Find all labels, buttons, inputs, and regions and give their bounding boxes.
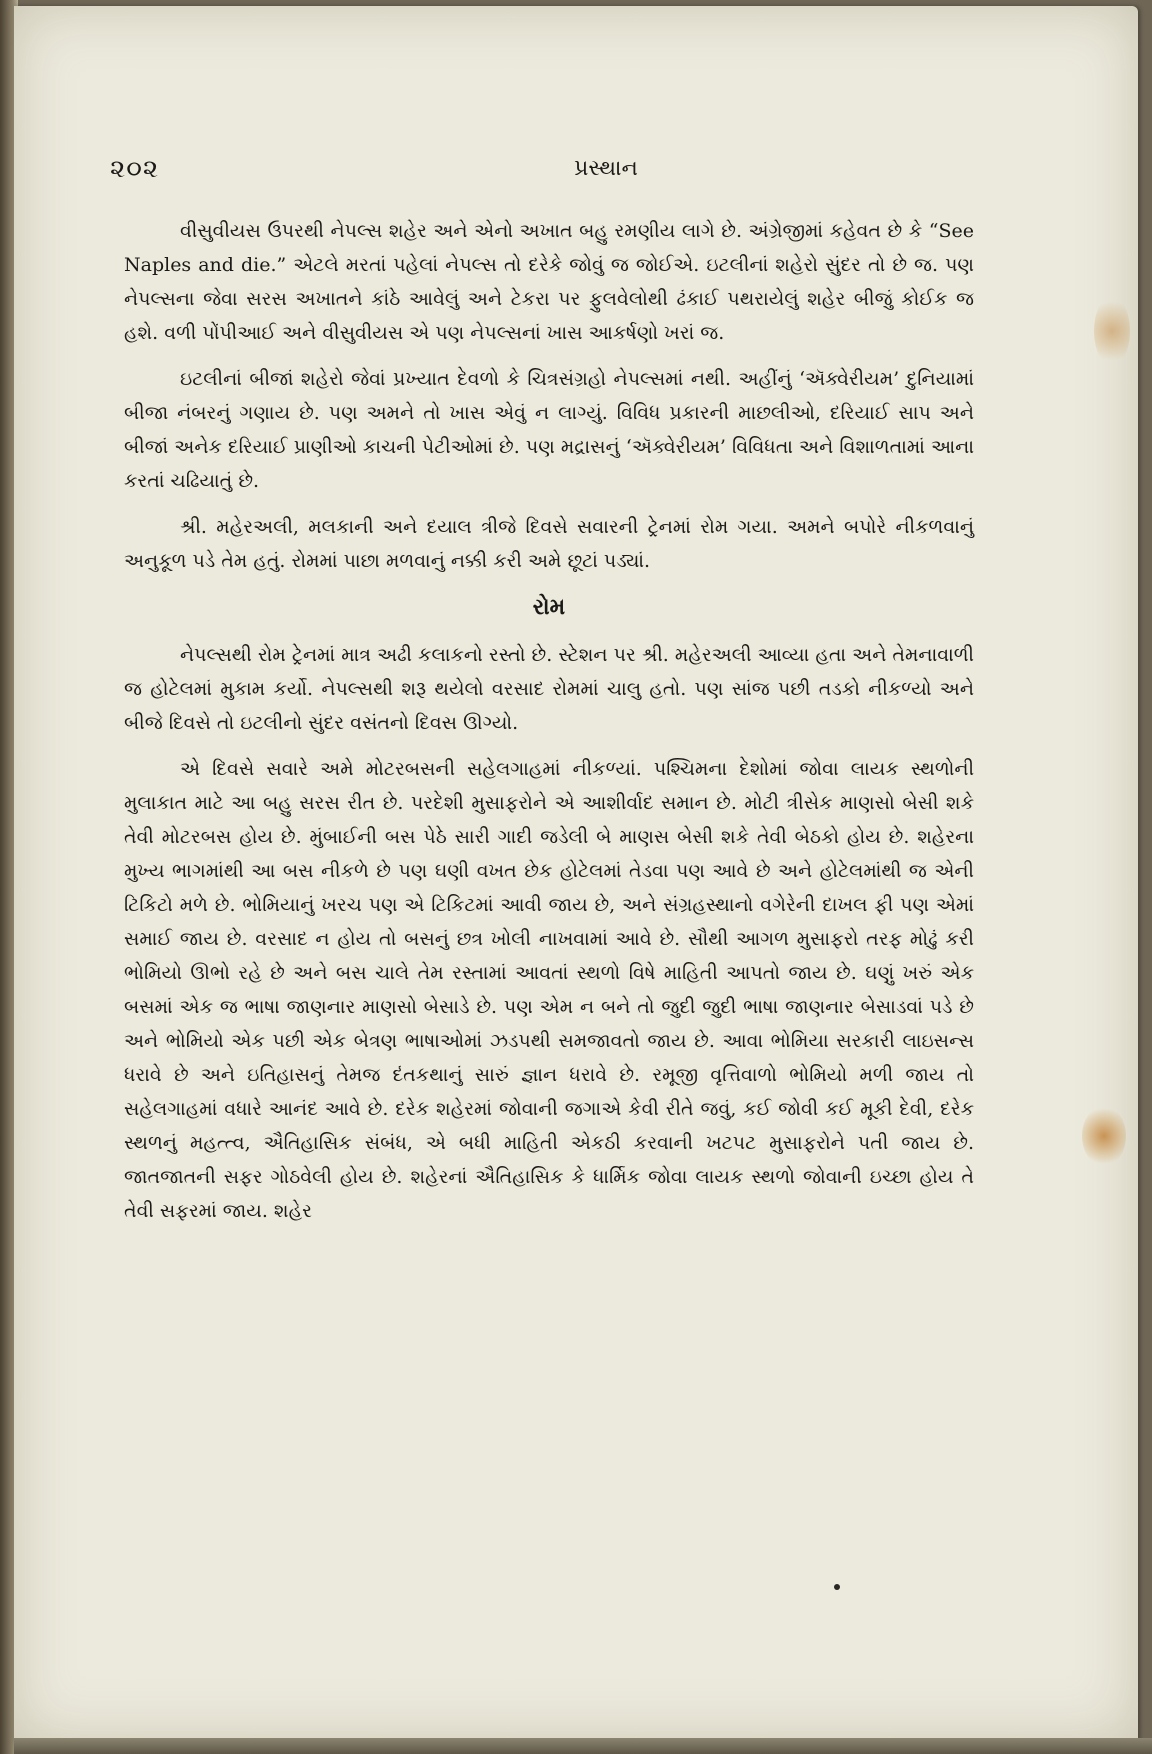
paper-stain [1082,1106,1126,1166]
ink-dot [834,1584,840,1590]
paragraph-vesuvius-naples: વીસુવીયસ ઉપરથી નેપલ્સ શહેર અને એનો અખાત બહુ રમણીય લાગે છે. અંગ્રેજીમાં કહેવત છે કે “See Naples and die.” એટલે મરતાં પહેલાં નેપલ્સ તો દરેકે જોવું જ જોઈએ. ઇટલીનાં શહેરો સુંદર તો છે જ. પણ નેપલ્સના જેવા સરસ અખાતને કાંઠે આવેલું અને ટેકરા પર ફુલવેલોથી ઢંકાઈ પથરાયેલું શહેર બીજું કોઈક જ હશે. વળી પોંપીઆઈ અને વીસુવીયસ એ પણ નેપલ્સનાં ખાસ આકર્ષણો ખરાં જ. [124,220,974,344]
section-heading-rome: રોમ [532,594,566,620]
running-head: પ્રસ્થાન [574,156,638,181]
page-body [124,214,974,1240]
paragraph-rome-arrival: નેપલ્સથી રોમ ટ્રેનમાં માત્ર અઢી કલાકનો રસ્તો છે. સ્ટેશન પર શ્રી. મહેરઅલી આવ્યા હતા અને તેમનાવાળી જ હોટેલમાં મુકામ કર્યો. નેપલ્સથી શરૂ થયેલો વરસાદ રોમમાં ચાલુ હતો. પણ સાંજ પછી તડકો નીકળ્યો અને બીજે દિવસે તો ઇટલીનો સુંદર વસંતનો દિવસ ઊગ્યો. [124,644,974,734]
book-page [14,6,1138,1742]
paragraph-aquarium: ઇટલીનાં બીજાં શહેરો જેવાં પ્રખ્યાત દેવળો કે ચિત્રસંગ્રહો નેપલ્સમાં નથી. અહીંનું ‘ઍક્વેરીયમ’ દુનિયામાં બીજા નંબરનું ગણાય છે. પણ અમને તો ખાસ એવું ન લાગ્યું. વિવિધ પ્રકારની માછલીઓ, દરિયાઈ સાપ અને બીજાં અનેક દરિયાઈ પ્રાણીઓ કાચની પેટીઓમાં છે. પણ મદ્રાસનું ‘ઍક્વેરીયમ’ વિવિધતા અને વિશાળતામાં આના કરતાં ચઢિયાતું છે. [124,368,974,492]
page-number: ૨૦૨ [110,154,160,184]
paragraph-bus-tour: એ દિવસે સવારે અમે મોટરબસની સહેલગાહમાં નીકળ્યાં. પશ્ચિમના દેશોમાં જોવા લાયક સ્થળોની મુલાકાત માટે આ બહુ સરસ રીત છે. પરદેશી મુસાફરોને એ આશીર્વાદ સમાન છે. મોટી ત્રીસેક માણસો બેસી શકે તેવી મોટરબસ હોય છે. મુંબાઈની બસ પેઠે સારી ગાદી જડેલી બે માણસ બેસી શકે તેવી બેઠકો હોય છે. શહેરના મુખ્ય ભાગમાંથી આ બસ નીકળે છે પણ ઘણી વખત છેક હોટેલમાં તેડવા પણ આવે છે અને હોટેલમાંથી જ એની ટિકિટો મળે છે. ભોમિયાનું ખરચ પણ એ ટિકિટમાં આવી જાય છે, અને સંગ્રહસ્થાનો વગેરેની દાખલ ફી પણ એમાં સમાઈ જાય છે. વરસાદ ન હોય તો બસનું છત્ર ખોલી નાખવામાં આવે છે. સૌથી આગળ મુસાફરો તરફ મોઢું કરી ભોમિયો ઊભો રહે છે અને બસ ચાલે તેમ રસ્તામાં આવતાં સ્થળો વિષે માહિતી આપતો જાય છે. ઘણું ખરું એક બસમાં એક જ ભાષા જાણનાર માણસો બેસાડે છે. પણ એમ ન બને તો જુદી જુદી ભાષા જાણનાર બેસાડવાં પડે છે અને ભોમિયો એક પછી એક બેત્રણ ભાષાઓમાં ઝડપથી સમજાવતો જાય છે. આવા ભોમિયા સરકારી લાઇસન્સ ધરાવે છે અને ઇતિહાસનું તેમજ દંતકથાનું સારું જ્ઞાન ધરાવે છે. રમૂજી વૃત્તિવાળો ભોમિયો મળી જાય તો સહેલગાહમાં વધારે આનંદ આવે છે. દરેક શહેરમાં જોવાની જગાએ કેવી રીતે જવું, કઈ જોવી કઈ મૂકી દેવી, દરેક સ્થળનું મહત્ત્વ, ઐતિહાસિક સંબંધ, એ બધી માહિતી એકઠી કરવાની ખટપટ મુસાફરોને પતી જાય છે. જાતજાતની સફર ગોઠવેલી હોય છે. શહેરનાં ઐતિહાસિક કે ધાર્મિક જોવા લાયક સ્થળો જોવાની ઇચ્છા હોય તે તેવી સફરમાં જાય. શહેર [124,758,974,1222]
page-bottom-edge [14,1738,1152,1754]
paragraph-departure: શ્રી. મહેરઅલી, મલકાની અને દયાલ ત્રીજે દિવસે સવારની ટ્રેનમાં રોમ ગયા. અમને બપોરે નીકળવાનું અનુકૂળ પડે તેમ હતું. રોમમાં પાછા મળવાનું નક્કી કરી અમે છૂટાં પડ્યાં. [124,516,974,572]
paper-stain [1094,296,1130,366]
